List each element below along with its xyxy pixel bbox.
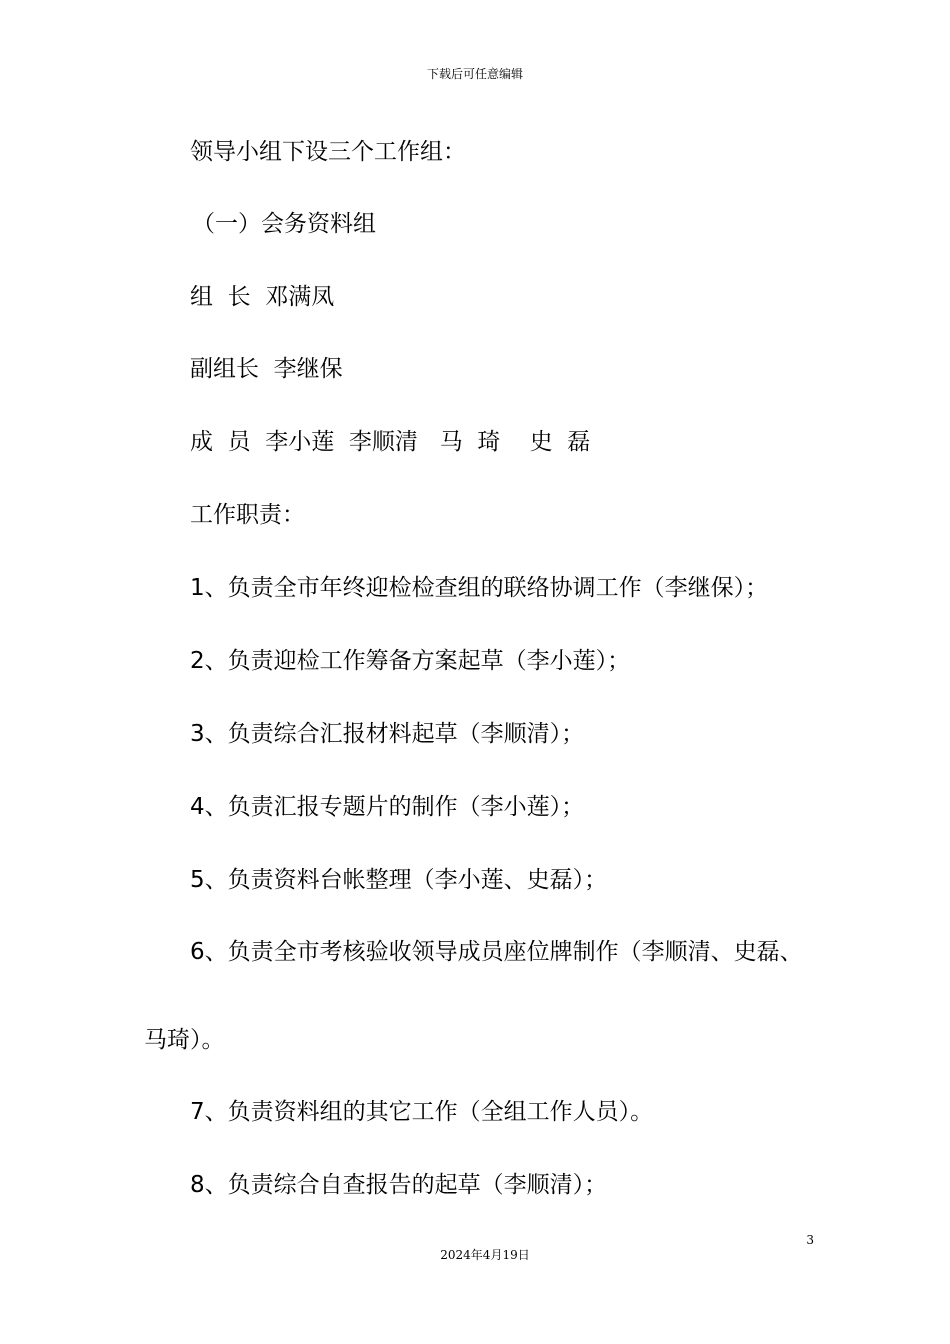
- page-number: 3: [806, 1233, 814, 1247]
- duty-item-5: 5、负责资料台帐整理（李小莲、史磊）；: [190, 867, 608, 893]
- duty-item-7: 7、负责资料组的其它工作（全组工作人员）。: [190, 1099, 654, 1125]
- group-leader: 组 长 邓满凤: [190, 284, 335, 310]
- duty-item-3: 3、负责综合汇报材料起草（李顺清）；: [190, 721, 585, 747]
- duty-item-6-continued: 马琦）。: [144, 1027, 225, 1053]
- duty-item-6: 6、负责全市考核验收领导成员座位牌制作（李顺清、史磊、: [190, 939, 803, 965]
- duty-item-2: 2、负责迎检工作筹备方案起草（李小莲）；: [190, 648, 631, 674]
- group-members: 成 员 李小莲 李顺清 马 琦 史 磊: [190, 429, 591, 455]
- group-title: （一）会务资料组: [192, 211, 376, 237]
- duties-heading: 工作职责：: [190, 502, 305, 528]
- duty-item-4: 4、负责汇报专题片的制作（李小莲）；: [190, 794, 585, 820]
- deputy-leader: 副组长 李继保: [190, 356, 343, 382]
- duty-item-1: 1、负责全市年终迎检检查组的联络协调工作（李继保）；: [190, 575, 769, 601]
- intro-line: 领导小组下设三个工作组：: [190, 139, 466, 165]
- footer-date: 2024年4月19日: [440, 1248, 530, 1262]
- page-header: 下载后可任意编辑: [426, 67, 523, 81]
- duty-item-8: 8、负责综合自查报告的起草（李顺清）；: [190, 1172, 608, 1198]
